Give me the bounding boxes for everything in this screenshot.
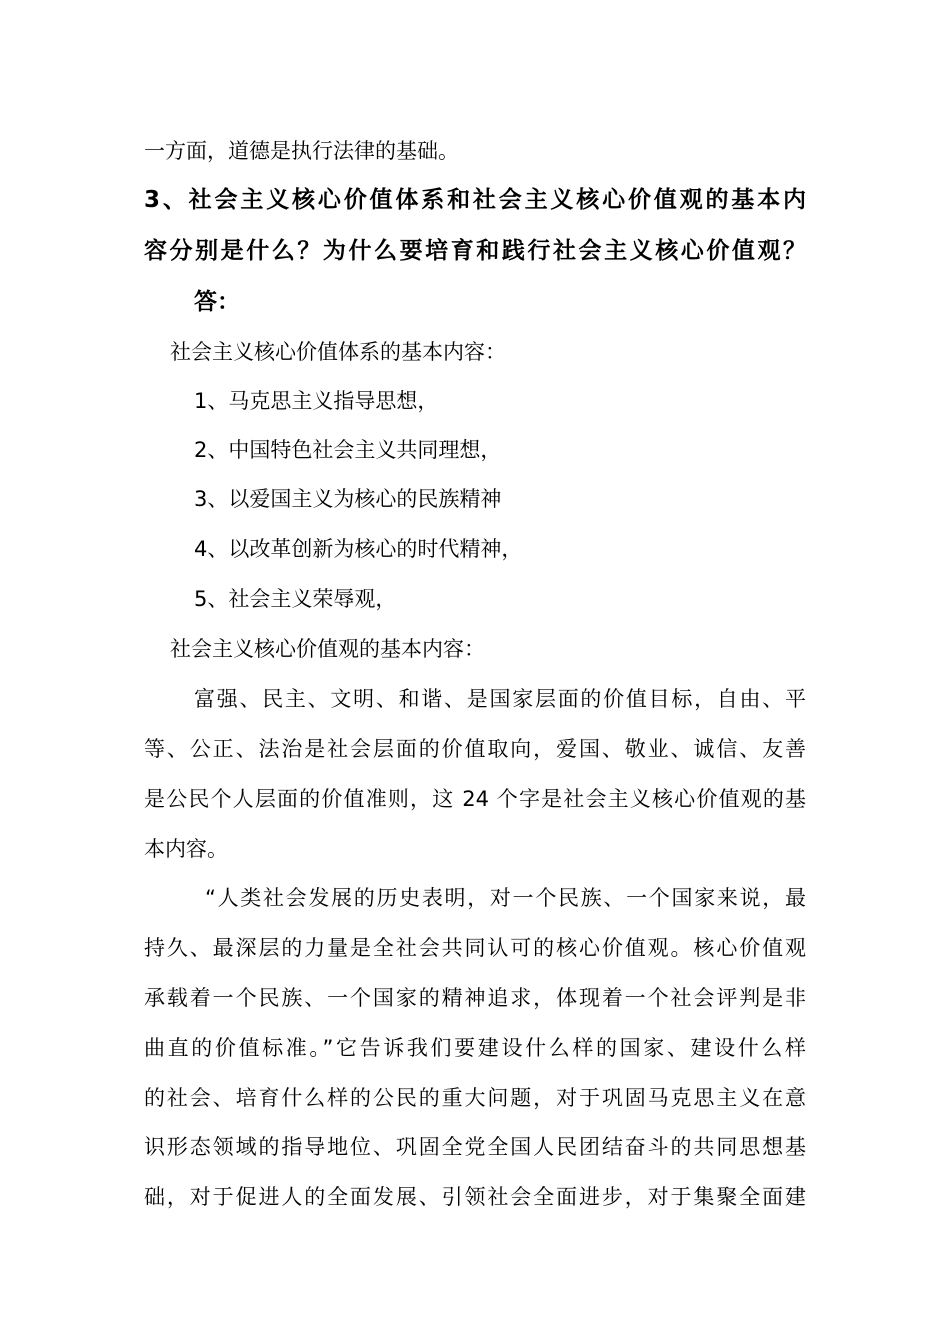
paragraph-line: 曲直的价值标准。”它告诉我们要建设什么样的国家、建设什么样 [144, 1036, 806, 1060]
section-title-values: 社会主义核心价值观的基本内容： [170, 637, 485, 661]
question-heading-line-1: 3、社会主义核心价值体系和社会主义核心价值观的基本内 [144, 187, 806, 213]
question-heading-line-2: 容分别是什么？为什么要培育和践行社会主义核心价值观？ [144, 238, 806, 264]
paragraph-line: 持久、最深层的力量是全社会共同认可的核心价值观。核心价值观 [144, 936, 806, 960]
answer-label: 答： [194, 289, 240, 315]
paragraph-line: 本内容。 [144, 837, 228, 861]
list-item: 1、马克思主义指导思想， [194, 389, 439, 413]
paragraph-line: 富强、民主、文明、和谐、是国家层面的价值目标，自由、平 [194, 687, 806, 711]
list-item: 2、中国特色社会主义共同理想， [194, 438, 502, 462]
text-line: 一方面，道德是执行法律的基础。 [144, 139, 459, 163]
section-title-system: 社会主义核心价值体系的基本内容： [170, 340, 506, 364]
list-item: 4、以改革创新为核心的时代精神， [194, 537, 523, 561]
list-item: 5、社会主义荣辱观， [194, 587, 397, 611]
paragraph-line: 等、公正、法治是社会层面的价值取向，爱国、敬业、诚信、友善 [144, 737, 806, 761]
list-item: 3、以爱国主义为核心的民族精神 [194, 487, 502, 511]
paragraph-line: 是公民个人层面的价值准则，这 24 个字是社会主义核心价值观的基 [144, 787, 806, 811]
paragraph-line: “人类社会发展的历史表明，对一个民族、一个国家来说，最 [205, 886, 806, 910]
paragraph-line: 的社会、培育什么样的公民的重大问题，对于巩固马克思主义在意 [144, 1086, 806, 1110]
paragraph-line: 承载着一个民族、一个国家的精神追求，体现着一个社会评判是非 [144, 986, 806, 1010]
paragraph-line: 础，对于促进人的全面发展、引领社会全面进步，对于集聚全面建 [144, 1185, 806, 1209]
paragraph-line: 识形态领域的指导地位、巩固全党全国人民团结奋斗的共同思想基 [144, 1135, 806, 1159]
